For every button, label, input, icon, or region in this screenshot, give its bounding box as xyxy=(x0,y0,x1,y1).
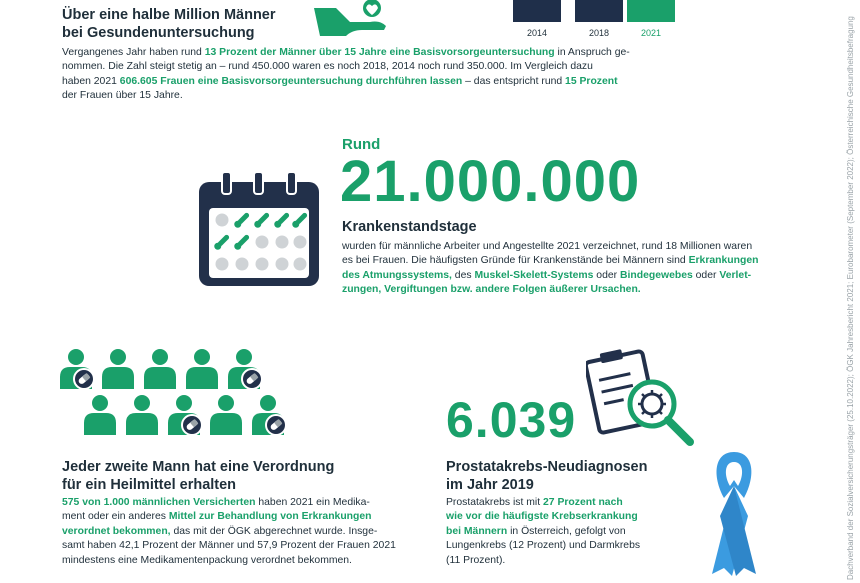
body-text-bold: 575 von 1.000 männlichen Versicherten xyxy=(62,497,256,508)
section4-title-line1: Prostatakrebs-Neudiagnosen xyxy=(446,459,648,475)
calendar-day-dot xyxy=(294,258,307,271)
section1-title-line1: Über eine halbe Million Männer xyxy=(62,7,276,23)
body-text-bold: zungen, Vergiftungen bzw. andere Folgen äußerer Ursachen. xyxy=(342,284,641,296)
body-text-bold: 606.605 Frauen eine Basisvorsorgeuntersuchung durchführen lassen xyxy=(119,75,463,87)
body-line xyxy=(62,496,422,510)
calendar-day-dot xyxy=(294,236,307,249)
bar-2021 xyxy=(627,0,675,22)
calendar-day-dot xyxy=(216,258,229,271)
clipboard-magnifier-icon xyxy=(586,346,708,452)
calendar-day-dot xyxy=(276,236,289,249)
bar-2014 xyxy=(513,0,561,22)
body-line xyxy=(62,46,802,60)
body-text: es bei Frauen. Die häufigsten Gründe für Krankenstände bei Männern sind xyxy=(342,255,689,267)
calendar-day-dot xyxy=(276,258,289,271)
sources-text: Dachverband der Sozialversicherungsträger (25.10.2022); ÖGK Jahresbericht 2021; Eurobarometer (September 2022); Österreichische Gesundheitsbefragung xyxy=(846,16,855,580)
body-line xyxy=(446,510,706,524)
body-text-bold: bei Männern xyxy=(446,525,508,537)
pill-icon xyxy=(242,369,262,389)
calendar-day-dot xyxy=(256,236,269,249)
section3-title xyxy=(62,458,382,494)
body-text: Vergangenes Jahr haben rund xyxy=(62,47,205,58)
body-text: oder xyxy=(593,269,620,281)
section3-title-line1: Jeder zweite Mann hat eine Verordnung xyxy=(62,459,335,475)
body-text: oder xyxy=(692,269,720,281)
calendar-day-dot xyxy=(256,258,269,271)
body-text: haben 2021 ein Medika- xyxy=(255,497,370,508)
body-text: mindestens eine Medikamentenpackung verordnet bekommen. xyxy=(62,554,352,566)
person-icon xyxy=(210,395,242,435)
body-text-bold: Mittel zur Behandlung von Erkrankungen xyxy=(168,511,372,523)
section2-prefix: Rund xyxy=(342,136,381,153)
section2-body xyxy=(342,240,812,298)
body-text-bold: Verlet- xyxy=(719,269,752,281)
body-text: samt haben 42,1 Prozent der Männer und 57,9 Prozent der Frauen 2021 xyxy=(62,540,396,552)
body-line xyxy=(62,89,802,103)
section2-subtitle: Krankenstandstage xyxy=(342,219,477,235)
body-line xyxy=(342,269,812,283)
person-icon xyxy=(126,395,158,435)
section1-title-line2: bei Gesundenuntersuchung xyxy=(62,25,255,41)
calendar-day-dot xyxy=(216,214,229,227)
person-icon xyxy=(102,349,134,389)
body-text: wurden für männliche Arbeiter und Angestellte 2021 verzeichnet, rund 18 Millionen waren xyxy=(342,241,753,252)
body-text-bold: wie vor die häufigste Krebserkrankung xyxy=(446,511,638,523)
awareness-ribbon-icon xyxy=(704,446,764,578)
bar-label: 2014 xyxy=(526,28,548,38)
section4-title xyxy=(446,458,686,494)
body-line xyxy=(62,539,422,553)
body-text-bold: 27 Prozent nach xyxy=(543,497,623,508)
body-text-bold: Erkrankungen xyxy=(688,255,759,267)
calendar-thermometer-icon xyxy=(196,170,322,288)
body-text: der Frauen über 15 Jahre. xyxy=(62,90,183,102)
body-text-bold: des Atmungssystems, xyxy=(342,269,452,281)
body-text-bold: 15 Prozent xyxy=(565,75,618,87)
body-text: – das entspricht rund xyxy=(462,75,566,87)
body-text: haben 2021 xyxy=(62,75,120,87)
body-text: (11 Prozent). xyxy=(446,554,506,566)
body-text-bold: Bindegewebes xyxy=(620,269,693,281)
pill-icon xyxy=(182,415,202,435)
body-line xyxy=(62,60,802,74)
body-text: nommen. Die Zahl steigt stetig an – rund 450.000 waren es noch 2018, 2014 noch rund 350.000. Im Vergleich dazu xyxy=(62,61,593,73)
body-text: Prostatakrebs ist mit xyxy=(446,497,544,508)
bar-label: 2018 xyxy=(588,28,610,38)
body-text-bold: Muskel-Skelett-Systems xyxy=(474,269,594,281)
section1-body xyxy=(62,46,802,104)
section4-number: 6.039 xyxy=(446,392,577,448)
body-text: in Anspruch ge- xyxy=(554,47,630,58)
section3-title-line2: für ein Heilmittel erhalten xyxy=(62,477,237,493)
body-line xyxy=(446,525,706,539)
body-line xyxy=(446,554,706,568)
body-text: des xyxy=(451,269,475,281)
section1-title xyxy=(62,6,442,42)
body-text: ment oder ein anderes xyxy=(62,511,169,523)
section3-body xyxy=(62,496,422,568)
person-icon xyxy=(84,395,116,435)
body-line xyxy=(62,525,422,539)
body-line xyxy=(446,496,706,510)
body-line xyxy=(342,283,812,297)
section4-body xyxy=(446,496,706,568)
calendar-day-dot xyxy=(236,258,249,271)
bar-2018 xyxy=(575,0,623,22)
body-text-bold: verordnet bekommen, xyxy=(62,525,171,537)
body-text-bold: 13 Prozent der Männer über 15 Jahre eine Basisvorsorgeuntersuchung xyxy=(204,47,555,58)
bar-chart xyxy=(505,0,695,42)
section2-number: 21.000.000 xyxy=(340,149,641,214)
body-text: das mit der ÖGK abgerechnet wurde. Insge- xyxy=(170,525,378,537)
person-icon xyxy=(186,349,218,389)
body-line xyxy=(62,554,422,568)
body-line xyxy=(446,539,706,553)
pill-icon xyxy=(74,369,94,389)
section4-title-line2: im Jahr 2019 xyxy=(446,477,534,493)
body-text: Lungenkrebs (12 Prozent) und Darmkrebs xyxy=(446,540,641,552)
body-line xyxy=(62,510,422,524)
body-line xyxy=(342,254,812,268)
person-icon xyxy=(144,349,176,389)
bar-label: 2021 xyxy=(640,28,662,38)
people-grid xyxy=(58,345,288,445)
body-line xyxy=(342,240,812,254)
body-text: in Österreich, gefolgt von xyxy=(507,525,626,537)
body-line xyxy=(62,75,802,89)
pill-icon xyxy=(266,415,286,435)
